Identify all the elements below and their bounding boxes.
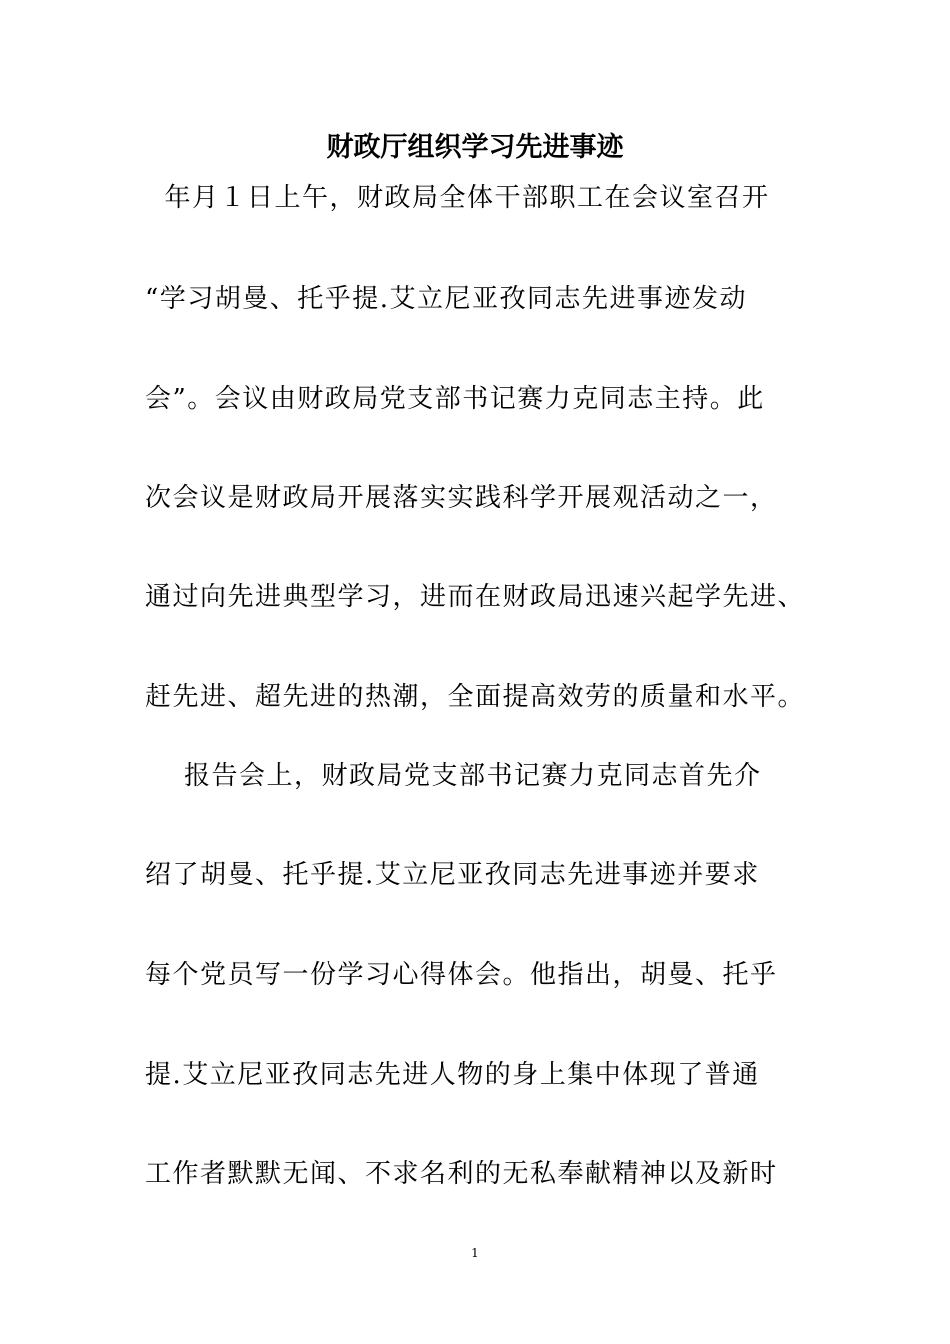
body-line-9: 每个党员写一份学习心得体会。他指出，胡曼、托乎 — [145, 960, 778, 990]
body-line-10: 提.艾立尼亚孜同志先进人物的身上集中体现了普通 — [145, 1060, 760, 1090]
body-line-4: 次会议是财政局开展落实实践科学开展观活动之一， — [145, 483, 778, 513]
document-title: 财政厅组织学习先进事迹 — [326, 132, 624, 163]
body-line-6: 赶先进、超先进的热潮，全面提高效劳的质量和水平。 — [145, 682, 806, 712]
body-line-2: “学习胡曼、托乎提.艾立尼亚孜同志先进事迹发动 — [145, 284, 748, 314]
body-line-3: 会”。会议由财政局党支部书记赛力克同志主持。此 — [145, 384, 765, 414]
body-line-11: 工作者默默无闻、不求名利的无私奉献精神以及新时 — [145, 1159, 778, 1189]
body-line-7: 报告会上，财政局党支部书记赛力克同志首先介 — [145, 761, 762, 791]
body-line-8: 绍了胡曼、托乎提.艾立尼亚孜同志先进事迹并要求 — [145, 860, 760, 890]
page-number: 1 — [471, 1246, 479, 1260]
body-line-1: 年月１日上午，财政局全体干部职工在会议室召开 — [145, 183, 770, 213]
body-line-5: 通过向先进典型学习，进而在财政局迅速兴起学先进、 — [145, 582, 806, 612]
